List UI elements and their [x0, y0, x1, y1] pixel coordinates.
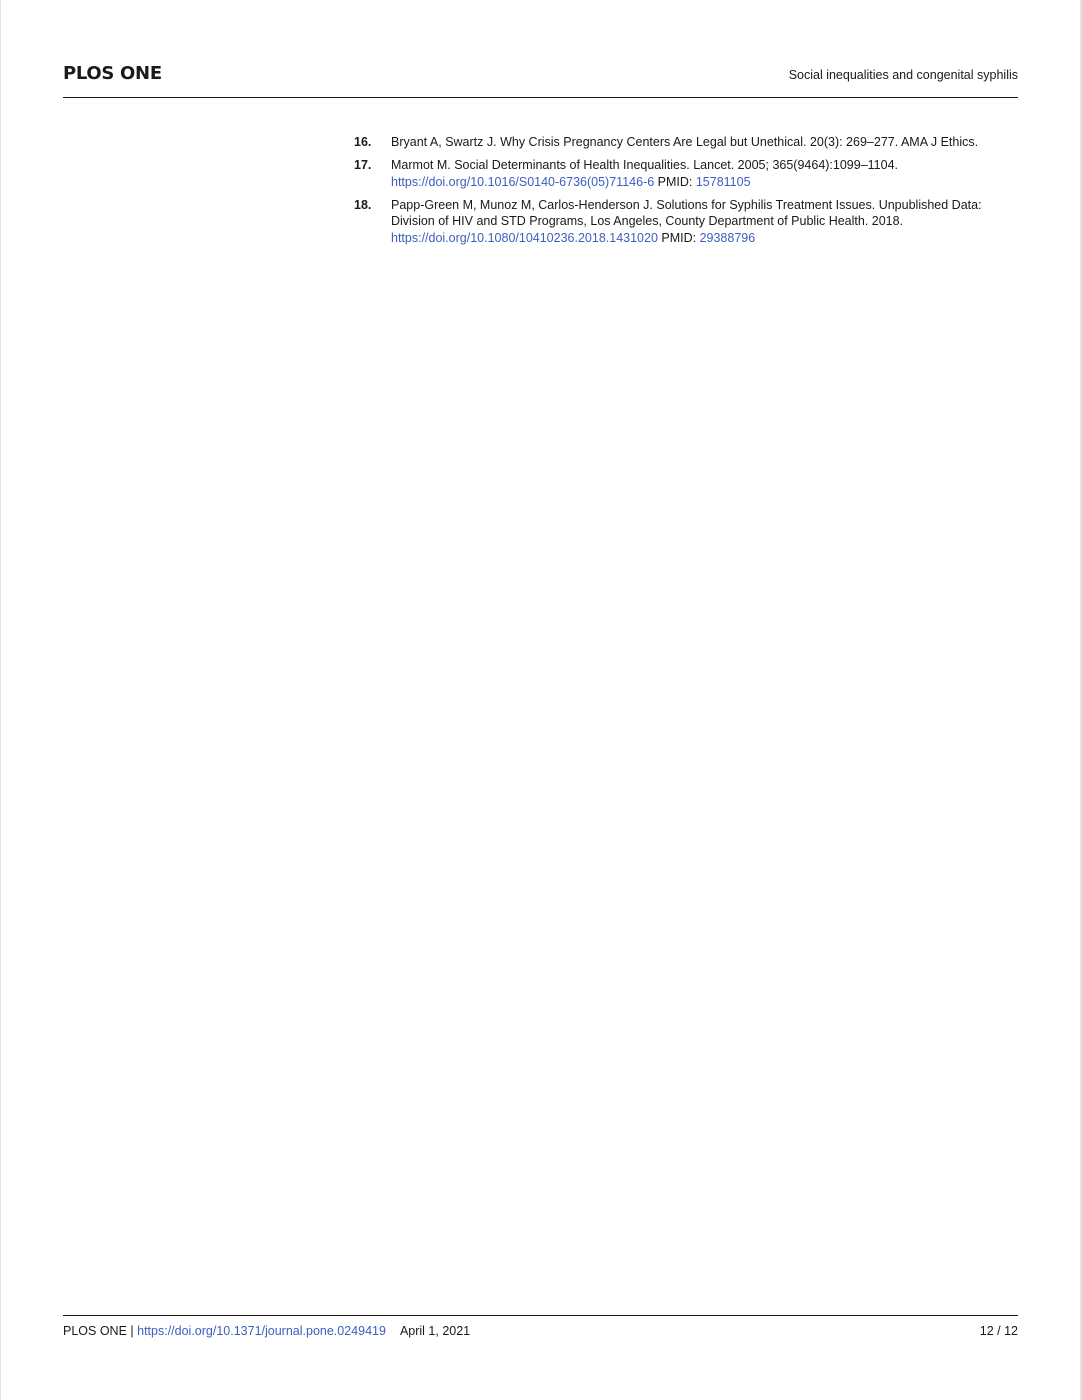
- page-footer: [63, 1315, 1018, 1338]
- footer-doi-link[interactable]: https://doi.org/10.1371/journal.pone.0249419: [137, 1324, 386, 1338]
- footer-date: April 1, 2021: [399, 1324, 471, 1338]
- pmid-label: PMID:: [654, 174, 696, 189]
- reference-list: [354, 134, 1018, 253]
- pmid-link[interactable]: 29388796: [699, 230, 756, 245]
- reference-number: 18.: [354, 197, 372, 212]
- reference-number: 17.: [354, 158, 372, 173]
- pmid-link[interactable]: 15781105: [695, 174, 751, 189]
- footer-separator: |: [126, 1324, 138, 1338]
- reference-item: [354, 197, 1018, 247]
- page-edge-left: [0, 0, 1, 1400]
- page-header: [63, 60, 1018, 98]
- footer-journal: PLOS ONE: [63, 1324, 127, 1338]
- footer-citation: [63, 1324, 470, 1338]
- reference-text: Papp-Green M, Munoz M, Carlos-Henderson J. Solutions for Syphilis Treatment Issues. Unpublished Data: Division of HIV and STD Programs, Los Angeles, County Department of Public Health. 2018.: [391, 197, 982, 229]
- reference-text: Marmot M. Social Determinants of Health Inequalities. Lancet. 2005; 365(9464):1099–1104.: [391, 158, 899, 173]
- reference-text: Bryant A, Swartz J. Why Crisis Pregnancy Centers Are Legal but Unethical. 20(3): 269–277. AMA J Ethics.: [391, 135, 979, 149]
- doi-link[interactable]: https://doi.org/10.1016/S0140-6736(05)71146-6: [391, 174, 655, 189]
- running-title: Social inequalities and congenital syphilis: [788, 68, 1018, 82]
- reference-number: 16.: [354, 135, 372, 149]
- reference-item: [354, 134, 1018, 151]
- page-number: 12 / 12: [979, 1324, 1018, 1338]
- doi-link[interactable]: https://doi.org/10.1080/10410236.2018.1431020: [391, 230, 658, 245]
- reference-item: [354, 157, 1018, 190]
- journal-logo: PLOS ONE: [63, 63, 162, 84]
- pmid-label: PMID:: [657, 230, 700, 245]
